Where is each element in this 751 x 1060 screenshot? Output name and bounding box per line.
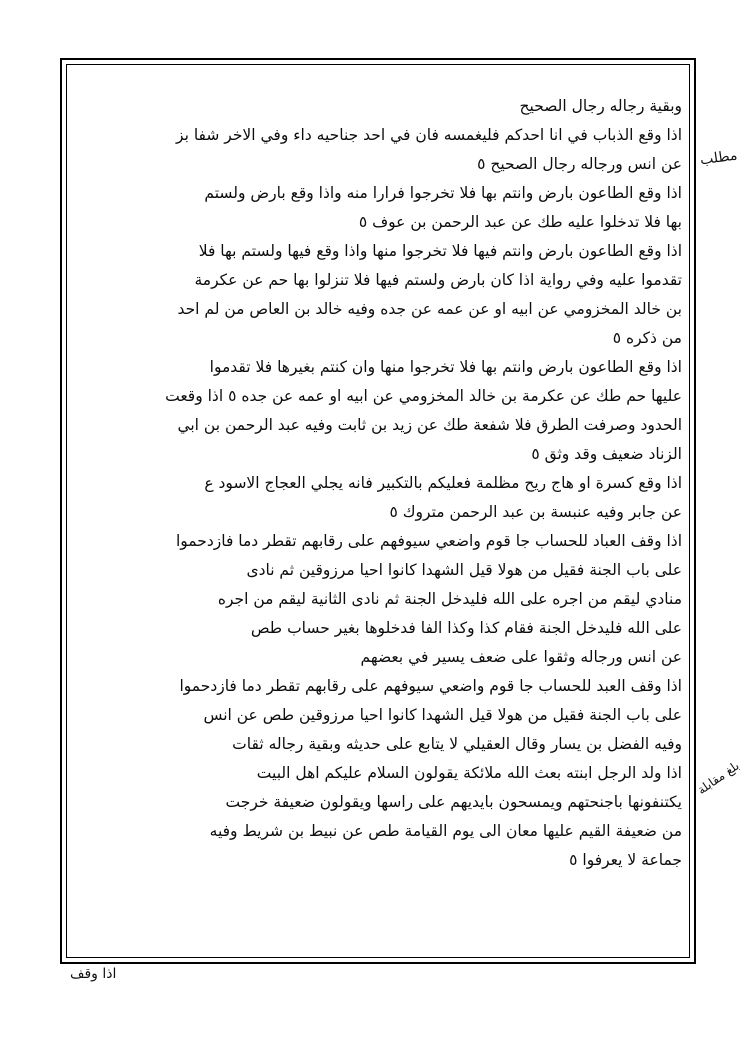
text-line-7: تقدموا عليه وفي رواية اذا كان بارض ولستم فيها فلا تنزلوا بها حم عن عكرمة <box>194 271 682 289</box>
text-line-12: الحدود وصرفت الطرق فلا شفعة طك عن زيد بن ثابت وفيه عبد الرحمن بن ابي <box>177 416 682 434</box>
text-line-23: وفيه الفضل بن يسار وقال العقيلي لا يتابع على حديثه وبقية رجاله ثقات <box>232 735 682 753</box>
text-line-2: اذا وقع الذباب في انا احدكم فليغمسه فان في احد جناحيه داء وفي الاخر شفا بز <box>176 126 682 144</box>
text-line-9: من ذكره ٥ <box>612 329 682 347</box>
text-line-19: على الله فليدخل الجنة فقام كذا وكذا الفا فدخلوها بغير حساب طص <box>250 619 682 637</box>
text-line-26: من ضعيفة القيم عليها معان الى يوم القيامة طص عن نبيط بن شريط وفيه <box>209 822 682 840</box>
text-line-5: بها فلا تدخلوا عليه طك عن عبد الرحمن بن عوف ٥ <box>358 213 682 231</box>
text-line-25: يكتنفونها باجنحتهم ويمسحون بايديهم على راسها ويقولون ضعيفة خرجت <box>225 793 682 811</box>
text-line-8: بن خالد المخزومي عن ابيه او عن عمه عن جده وفيه خالد بن العاص من لم احد <box>177 300 682 318</box>
text-line-11: عليها حم طك عن عكرمة بن خالد المخزومي عن ابيه او عمه عن جده ٥ اذا وقعت <box>165 387 682 405</box>
text-line-22: على باب الجنة فقيل من هولا قيل الشهدا كانوا احيا مرزوقين طص عن انس <box>203 706 682 724</box>
text-line-21: اذا وقف العبد للحساب جا قوم واضعي سيوفهم على رقابهم تقطر دما فازدحموا <box>179 677 682 695</box>
text-line-4: اذا وقع الطاعون بارض وانتم بها فلا تخرجوا فرارا منه واذا وقع بارض ولستم <box>204 184 682 202</box>
text-line-24: اذا ولد الرجل ابنته بعث الله ملائكة يقولون السلام عليكم اهل البيت <box>256 764 682 782</box>
text-line-1: وبقية رجاله رجال الصحيح <box>519 97 682 115</box>
text-line-10: اذا وقع الطاعون بارض وانتم بها فلا تخرجوا منها وان كنتم بغيرها فلا تقدموا <box>209 358 682 376</box>
text-line-18: منادي ليقم من اجره على الله فليدخل الجنة ثم نادى الثانية ليقم من اجره <box>217 590 682 608</box>
text-line-15: عن جابر وفيه عنبسة بن عبد الرحمن متروك ٥ <box>389 503 682 521</box>
text-line-20: عن انس ورجاله وثقوا على ضعف يسير في بعضهم <box>360 648 682 666</box>
text-line-27: جماعة لا يعرفوا ٥ <box>569 851 682 869</box>
text-line-13: الزناد ضعيف وقد وثق ٥ <box>531 445 682 463</box>
catchword: اذا وقف <box>70 966 117 982</box>
text-line-3: عن انس ورجاله رجال الصحيح ٥ <box>477 155 682 173</box>
text-line-16: اذا وقف العباد للحساب جا قوم واضعي سيوفهم على رقابهم تقطر دما فازدحموا <box>175 532 682 550</box>
text-line-6: اذا وقع الطاعون بارض وانتم فيها فلا تخرجوا منها واذا وقع فيها ولستم بها فلا <box>198 242 682 260</box>
margin-note-middle: بلغ مقابلة <box>694 758 742 798</box>
text-line-17: على باب الجنة فقيل من هولا قيل الشهدا كانوا احيا مرزوقين ثم نادى <box>246 561 682 579</box>
margin-note-top: مطلب <box>699 147 739 169</box>
manuscript-text-block <box>70 92 686 948</box>
text-line-14: اذا وقع كسرة او هاج ريح مظلمة فعليكم بالتكبير فانه يجلي العجاج الاسود ع <box>204 474 682 492</box>
